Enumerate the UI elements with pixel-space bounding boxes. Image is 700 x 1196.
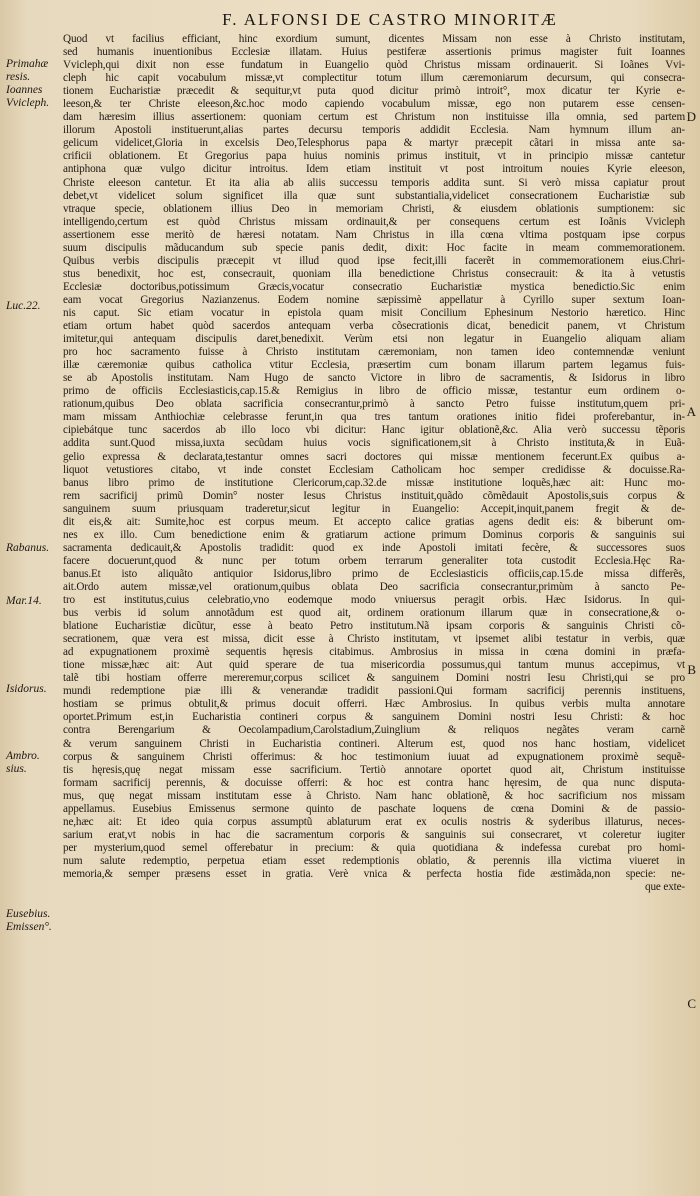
running-header: F. ALFONSI DE CASTRO MINORITÆ [222,10,558,29]
text-line: dam hæresim illius assertionem: quoniam certum est Christum non instituisse illa omnia, sed partem [63,111,685,124]
margin-note: Luc.22. [6,300,41,312]
text-line: illæ cæremoniæ quibus catholica vtitur Ecclesia, præsertim cum bonam illarum partem legamus fuis- [63,359,685,372]
text-line: liquot vetustiores citabo, vt inde constet Ecclesiam Catholicam hoc semper credidisse & docuisse.Ra- [63,463,685,476]
text-line: tionem Eucharistiæ præcedit & sequitur,vt puta quod dicitur primò introit°, mox dicatur ter Kyrie e- [63,85,685,98]
text-line: Quibus verbis discipulis præcepit vt illud quod ipse fecit,illi facerẽt in commemorationem eius.Chri- [63,254,685,267]
text-line: assertionem esse meritò de hæresi notatam. Nam Christus in illa cœna vltima postquam ipse corpus [63,228,685,241]
text-line: cleph hic capit vocabulum missæ,vt complectitur totum illum cæremoniarum decursum, qui consecra- [63,72,685,85]
margin-note: Eusebius. Emissen°. [6,908,52,933]
text-line: rationum,quibus Deo oblata sacrificia consecrantur,primò à sancto Petro fuisse institutum,quem pri- [63,398,685,411]
text-line: Christe eleeson cantetur. Et ita alia ab aliis successu temporis addita sunt. Si verò missa capiatur prout [63,176,685,189]
text-line: dit eis,& ait: Sumite,hoc est corpus meum. Et accepto calice gratias agens dedit eis: & biberunt om- [63,515,685,528]
text-line: nes ex illo. Cum benedictione enim & gratiarum actione primum Dominus corporis & sanguinis sui [63,528,685,541]
text-line: banus.Et isto aliquãto antiquior Isidorus,libro primo de Ecclesiasticis officiis,cap.15.de missa differẽs, [63,567,685,580]
text-line: banus libro primo de institutione Clericorum,cap.32.de missæ institutione loquẽs,hæc ait: Hunc mo- [63,476,685,489]
text-line: blatione Eucharistiæ dicũtur, esse à beato Petro institutum.Nã ipsam corporis & sanguinis Christi cõ- [63,620,685,633]
margin-note: Ambro. sius. [6,750,40,775]
text-line: debet,vt videlicet solum significet illa quæ sunt substantialia,videlicet consecrationem Eucharistiæ sub [63,189,685,202]
text-line: sarium erat,vt nobis in hac die sacramentum corporis & sanguinis sui consecraret, vt coleretur iugiter [63,828,685,841]
text-line: vtraque specie, oblationem illius Deo in memoriam Christi, & eiusdem oblationis sumptionem: sic [63,202,685,215]
text-line: Quod vt facilius efficiant, hinc exordium sumunt, dicentes Missam non esse à Christo institutam, [63,33,685,45]
text-line: num salute redemptio, perpetua etiam esset redemptionis oblatio, & perennis illa victima viueret in [63,854,685,867]
text-line: eam vocat Gregorius Nazianzenus. Eodem nomine sæpissimè appellatur à Cyrillo super sextum Ioan- [63,293,685,306]
text-line: per mysterium,quod semel offerebatur in precium: & quia quotidiana & indefessa curebat pro homi- [63,841,685,854]
margin-note: Isidorus. [6,683,47,695]
text-line: etiam ortum habet quòd sacerdos antequam verba cõsecrationis dicat, benedicit panem, vt Christum [63,320,685,333]
text-line: gelio expressa & declarata,testantur omnes sacri doctores qui missæ mentionem fecerunt.Ex quibus a- [63,450,685,463]
text-line: intelligendo,certum est quòd Christus missam ordinauit,& per consequens certum est Ioãnis Vvicleph [63,215,685,228]
side-letter: A [686,404,696,419]
text-line: formam sacrificij perennis, & docuisse offerri: & hoc est contra hanc hęresim, de qua nunc disputa- [63,776,685,789]
side-letter: D [686,109,696,124]
text-line: imitetur,qui antequam discipulis daret,benedixit. Verùm etsi non legatur in Euangelio aliquam aliam [63,333,685,346]
text-line: crificii oblationem. Et Gregorius papa huius nominis primus instituit, vt in principio missæ cantetur [63,150,685,163]
text-line: tione missæ,hæc ait: Aut quid sperare de tua misericordia possumus,qui tantum munus accepimus, vt [63,659,685,672]
text-line: hostiam se primus obtulit,& primus docuit offerri. Hæc Ambrosius. In quibus verbis multa annotare [63,698,685,711]
text-line: nis caput. Sic etiam vocatur in epistola quam misit Concilium Ephesinum Nestorio hæretico. Hinc [63,306,685,319]
text-line: suum discipulis mãducandum sub specie panis dedit, dixit: Hoc facite in meam commemorationem. [63,241,685,254]
text-line: & verum sanguinem Christi in Eucharistia contineri. Alterum est, quod nos hanc hostiam, videlicet [63,737,685,750]
text-line: talẽ tibi hostiam offerre mereremur,corpus scilicet & sanguinem Domini nostri Iesu Christi,qui se pro [63,672,685,685]
side-letter: B [687,662,696,677]
text-line: pro hoc sacramento fuisse à Christo institutam cæremoniam, non tamen ideo contemnendæ veniunt [63,346,685,359]
text-line: corpus & sanguinem Christi offerimus: & hoc testimonium iuuat ad expugnationem proximè sequẽ- [63,750,685,763]
text-line: appellamus. Eusebius Emissenus sermone quinto de paschate loquens de cœna Domini & de passio- [63,802,685,815]
text-line: tro est institutus,cuius celebratio,vno eodemque modo vniuersus peragit orbis. Hæc Isidorus. In qui- [63,594,685,607]
text-line: rem sacrificij primũ Domin° noster Iesus Christus instituit,quãdo cõmẽdauit Apostolis,suis corpus & [63,489,685,502]
text-line: ne,hæc ait: Et ideo quia corpus assumptũ ablaturum erat ex oculis nostris & syderibus illaturus, neces- [63,815,685,828]
text-line: cipiebátque tunc sacerdos ab illo loco vbi dicitur: Hanc igitur oblationẽ,&c. Alia verò successu tẽporis [63,424,685,437]
text-line: memoria,& semper præsens esset in gratia. Verè vnica & perfecta hostia fide æstimãda,non specie: ne- [63,868,685,880]
text-line: sanguinem suum priusquam traderetur,sicut legitur in Euangelio: Accepit,inquit,panem fregit & de- [63,502,685,515]
text-line: sed humanis inuentionibus Ecclesiæ illatam. Huius pestiferæ assertionis primus magister fuit Ioannes [63,46,685,59]
text-line: mundi redemptione piæ illi & venerandæ tradidit passioni.Qui formam sacrificij perennis instituens, [63,685,685,698]
text-line: ait.Ordo autem missæ,vel orationum,quibus oblata Deo sacrificia consecrantur,primùm à sancto Pe- [63,580,685,593]
text-line: illorum Apostoli instituerunt,alias partes decursu temporis addidit Ecclesia. Nam hymnum illum an- [63,124,685,137]
text-line: facere docuerunt,quod & nunc per totum orbem terrarum generaliter tota custodit Ecclesia.Hęc Ra- [63,554,685,567]
text-line: se ab Apostolis institutam. Nam Hugo de sancto Victore in libro de sacramentis, & Isidorus in libro [63,372,685,385]
main-text-block [63,33,685,894]
text-line: que exte- [645,881,685,894]
text-line: gelicum videlicet,Gloria in excelsis Deo,Telesphorus papa & martyr præcepit cãtari in missa ante sa- [63,137,685,150]
text-line: mam missam Anthiochiæ celebrasse ferunt,in qua tres tantum orationes initio fidei proferebantur, in- [63,411,685,424]
text-line: oportet.Primum est,in Eucharistia contineri corpus & sanguinem Domini nostri Iesu Christi: & hoc [63,711,685,724]
side-letter: C [687,996,696,1011]
text-line: addita sunt.Quod missa,iuxta secũdam huius vocis significationem,sit à Christo instituta,& in Euã- [63,437,685,450]
text-line: secrationem, quæ vera est missa, dicit esse à Christo institutam, vt ipsemet alibi testatur in verbis, quæ [63,633,685,646]
margin-note: Primahæ resis. Ioannes Vvicleph. [6,58,50,109]
text-line: mus, quę negat missam institutam esse à Christo. Nam hanc oblationẽ, & hoc sacrificium nos missam [63,789,685,802]
text-line: antiphona quæ vulgo dicitur introitus. Idem etiam instituit vt post introitum nouies Kyrie eleeson, [63,163,685,176]
text-line: Ecclesiæ doctoribus,potissimum Græcis,vocatur consecratio Eucharistiæ mystica benedictio.Sic enim [63,280,685,293]
text-line: contra Berengarium & Oecolampadium,Carolstadium,Zuinglium & reliquos negãtes veram carnẽ [63,724,685,737]
text-line: bus verbis id solum annotãdum est quod ait, ordinem orationum illarum quæ in consecratione,& o- [63,607,685,620]
text-line: Vvicleph,qui dixit non esse fundatum in Euangelio quòd Christus missam ordinauerit. Si Ioãnes Vvi- [63,59,685,72]
text-line: tis hęresis,quę negat missam esse sacrificium. Tertiò annotare oportet quod ait, Christum instituisse [63,763,685,776]
text-line: stus benedixit, hoc est, consecrauit, quoniam illa benedictione Christus consecrauit: & ita à vetustis [63,267,685,280]
margin-note: Mar.14. [6,595,42,607]
text-line: sacramenta dedicauit,& Apostolis tradidit: quod ex inde Apostoli imitati fecère, & successores suos [63,541,685,554]
text-line: ad expugnationem proximè sequentis hęresis citabimus. Ambrosius in missa in cœna domini in præfa- [63,646,685,659]
text-line: primo de officiis Ecclesiasticis,cap.15.& Remigius in libro de officio missæ, testantur eum ordinem o- [63,385,685,398]
margin-note: Rabanus. [6,542,50,554]
text-line: leeson,& ter Christe eleeson,&c.hoc modo capiendo vocabulum missæ, ego non putarem esse censen- [63,98,685,111]
